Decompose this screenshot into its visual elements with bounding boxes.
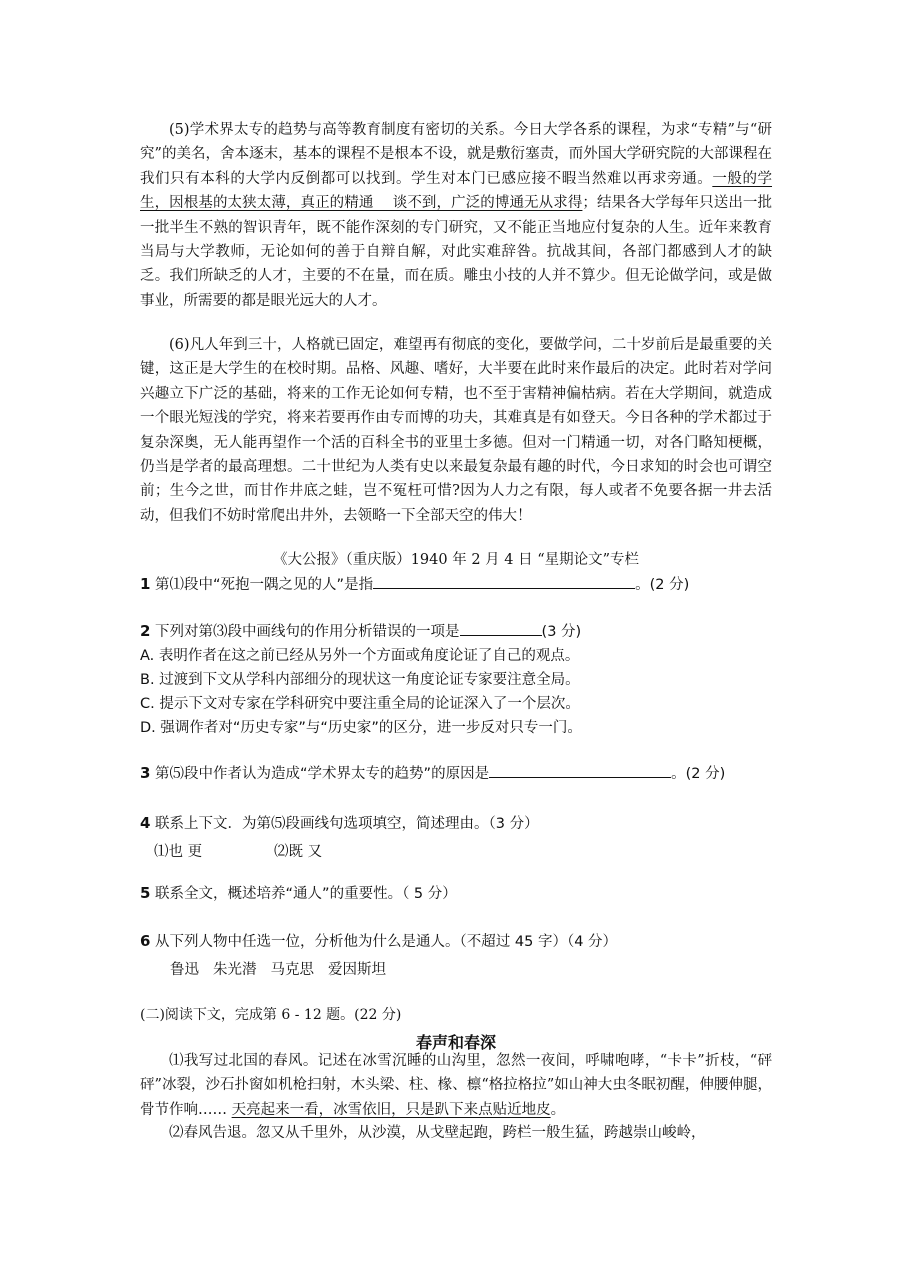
section-2-paragraph-1-end: 。 (550, 1101, 566, 1118)
paragraph-6: (6)凡人年到三十，人格就已固定，难望再有彻底的变化，要做学问，二十岁前后是最重要的关键，这正是大学生的在校时期。品格、风趣、嗜好，大半要在此时来作最后的决定。此时若对学问兴趣立下广泛的基础，将来的工作无论如何专精，也不至于害精神偏枯病。若在大学期间，就造成一个眼光短浅的学究，将来若要再作由专而博的功夫，其难真是有如登天。今日各种的学术都过于复杂深奥，无人能再望作一个活的百科全书的亚里士多德。但对一门精通一切，对各门略知梗概，仍当是学者的最高理想。二十世纪为人类有史以来最复杂最有趣的时代，今日求知的时会也可谓空前；生今之世，而甘作井底之蛙，岂不冤枉可惜?因为人力之有限，每人或者不免要各据一井去活动，但我们不妨时常爬出井外，去领略一下全部天空的伟大！ (140, 337, 772, 524)
answer-blank-1[interactable] (373, 574, 635, 589)
question-6 (140, 929, 800, 954)
paragraph-5 (140, 118, 772, 313)
paragraph-5-text-end: ；结果各大学每年只送出一批一批半生不熟的智识青年，既不能作深刻的专门研究，又不能正当地应付复杂的人生。近年来教育当局与大学教师，无论如何的善于自辩自解，对此实难辞咎。抗战其间，各部门都感到人才的缺乏。我们所缺乏的人才，主要的不在量，而在质。雕虫小技的人并不算少。但无论做学问，或是做事业，所需要的都是眼光远大的人才。 (140, 195, 773, 309)
question-5-text: 联系全文，概述培养“通人”的重要性。（ 5 分） (150, 886, 457, 902)
answer-blank-3[interactable] (489, 763, 671, 778)
question-2-text: 下列对第⑶段中画线句的作用分析错误的一项是 (150, 624, 460, 640)
question-4-option-1: ⑴也 更 (154, 844, 203, 860)
question-3 (140, 761, 800, 786)
question-2-option-b: B. 过渡到下文从学科内部细分的现状这一角度论证专家要注意全局。 (140, 672, 580, 688)
question-4-text: 联系上下文．为第⑸段画线句选项填空，简述理由。（3 分） (150, 816, 539, 832)
paragraph-5-text: (5)学术界太专的趋势与高等教育制度有密切的关系。今日大学各系的课程，为求“专精”与“研究”的美名，舍本逐末，基本的课程不是根本不设，就是敷衍塞责，而外国大学研究院的大部课程在我们只有本科的大学内反倒都可以找到。学生对本门已感应接不暇当然难以再求旁通。 (140, 122, 772, 187)
section-2-paragraph-1-text: ⑴我写过北国的春风。记述在冰雪沉睡的山沟里，忽然一夜间，呼啸咆哮，“卡卡”折枝，“砰砰”冰裂，沙石扑窗如机枪扫射，木头梁、柱、椽、檩“格拉格拉”如山神大虫冬眠初醒，伸腰伸腿，骨节作响…… (140, 1053, 772, 1118)
answer-blank-2[interactable] (460, 621, 542, 636)
person-name: 朱光潜 (213, 962, 257, 978)
section-2-paragraph-2: ⑵春风告退。忽又从千里外，从沙漠，从戈壁起跑，跨栏一般生猛，跨越崇山峻岭， (169, 1125, 706, 1141)
question-4-number: 4 (140, 814, 151, 832)
question-1-text: 第⑴段中“死抱一隅之见的人”是指 (150, 577, 374, 593)
question-3-score: 。(2 分) (671, 766, 726, 782)
question-2-number: 2 (140, 622, 151, 640)
section-2-underlined-sentence: 天亮起来一看，冰雪依旧，只是趴下来点贴近地皮 (231, 1101, 551, 1118)
question-2 (140, 619, 800, 644)
question-5-number: 5 (140, 884, 151, 902)
question-6-person-list (170, 958, 400, 979)
question-3-number: 3 (140, 764, 151, 782)
person-name: 马克思 (270, 962, 314, 978)
person-name: 鲁迅 (170, 962, 199, 978)
question-5 (140, 881, 800, 906)
paragraph-5-underlined-sentence: 一般的学生，因根基的太狭太薄，真正的精通 谈不到，广泛的博通无从求得 (140, 170, 773, 212)
question-4-option-2: ⑵既 又 (274, 844, 323, 860)
question-1-score: 。(2 分) (635, 577, 690, 593)
question-2-option-c: C. 提示下文对专家在学科研究中要注重全局的论证深入了一个层次。 (140, 696, 580, 712)
question-6-number: 6 (140, 932, 151, 950)
article-source: 《大公报》（重庆版）1940 年 2 月 4 日 “星期论文”专栏 (272, 552, 640, 568)
question-2-option-d: D. 强调作者对“历史专家”与“历史家”的区分，进一步反对只专一门。 (140, 720, 582, 736)
question-2-score: (3 分) (541, 624, 582, 640)
article-title: 春声和春深 (415, 1033, 496, 1052)
question-4 (140, 811, 800, 836)
question-2-option-a: A. 表明作者在这之前已经从另外一个方面或角度论证了自己的观点。 (140, 648, 580, 664)
question-1-number: 1 (140, 575, 151, 593)
section-2-intro: (二)阅读下文，完成第 6 - 12 题。(22 分) (140, 1007, 402, 1023)
question-3-text: 第⑸段中作者认为造成“学术界太专的趋势”的原因是 (150, 766, 490, 782)
section-2-paragraph-1 (140, 1049, 772, 1122)
question-6-text: 从下列人物中任选一位，分析他为什么是通人。（不超过 45 字）（4 分） (150, 934, 618, 950)
question-1 (140, 572, 800, 597)
person-name: 爱因斯坦 (328, 962, 386, 978)
